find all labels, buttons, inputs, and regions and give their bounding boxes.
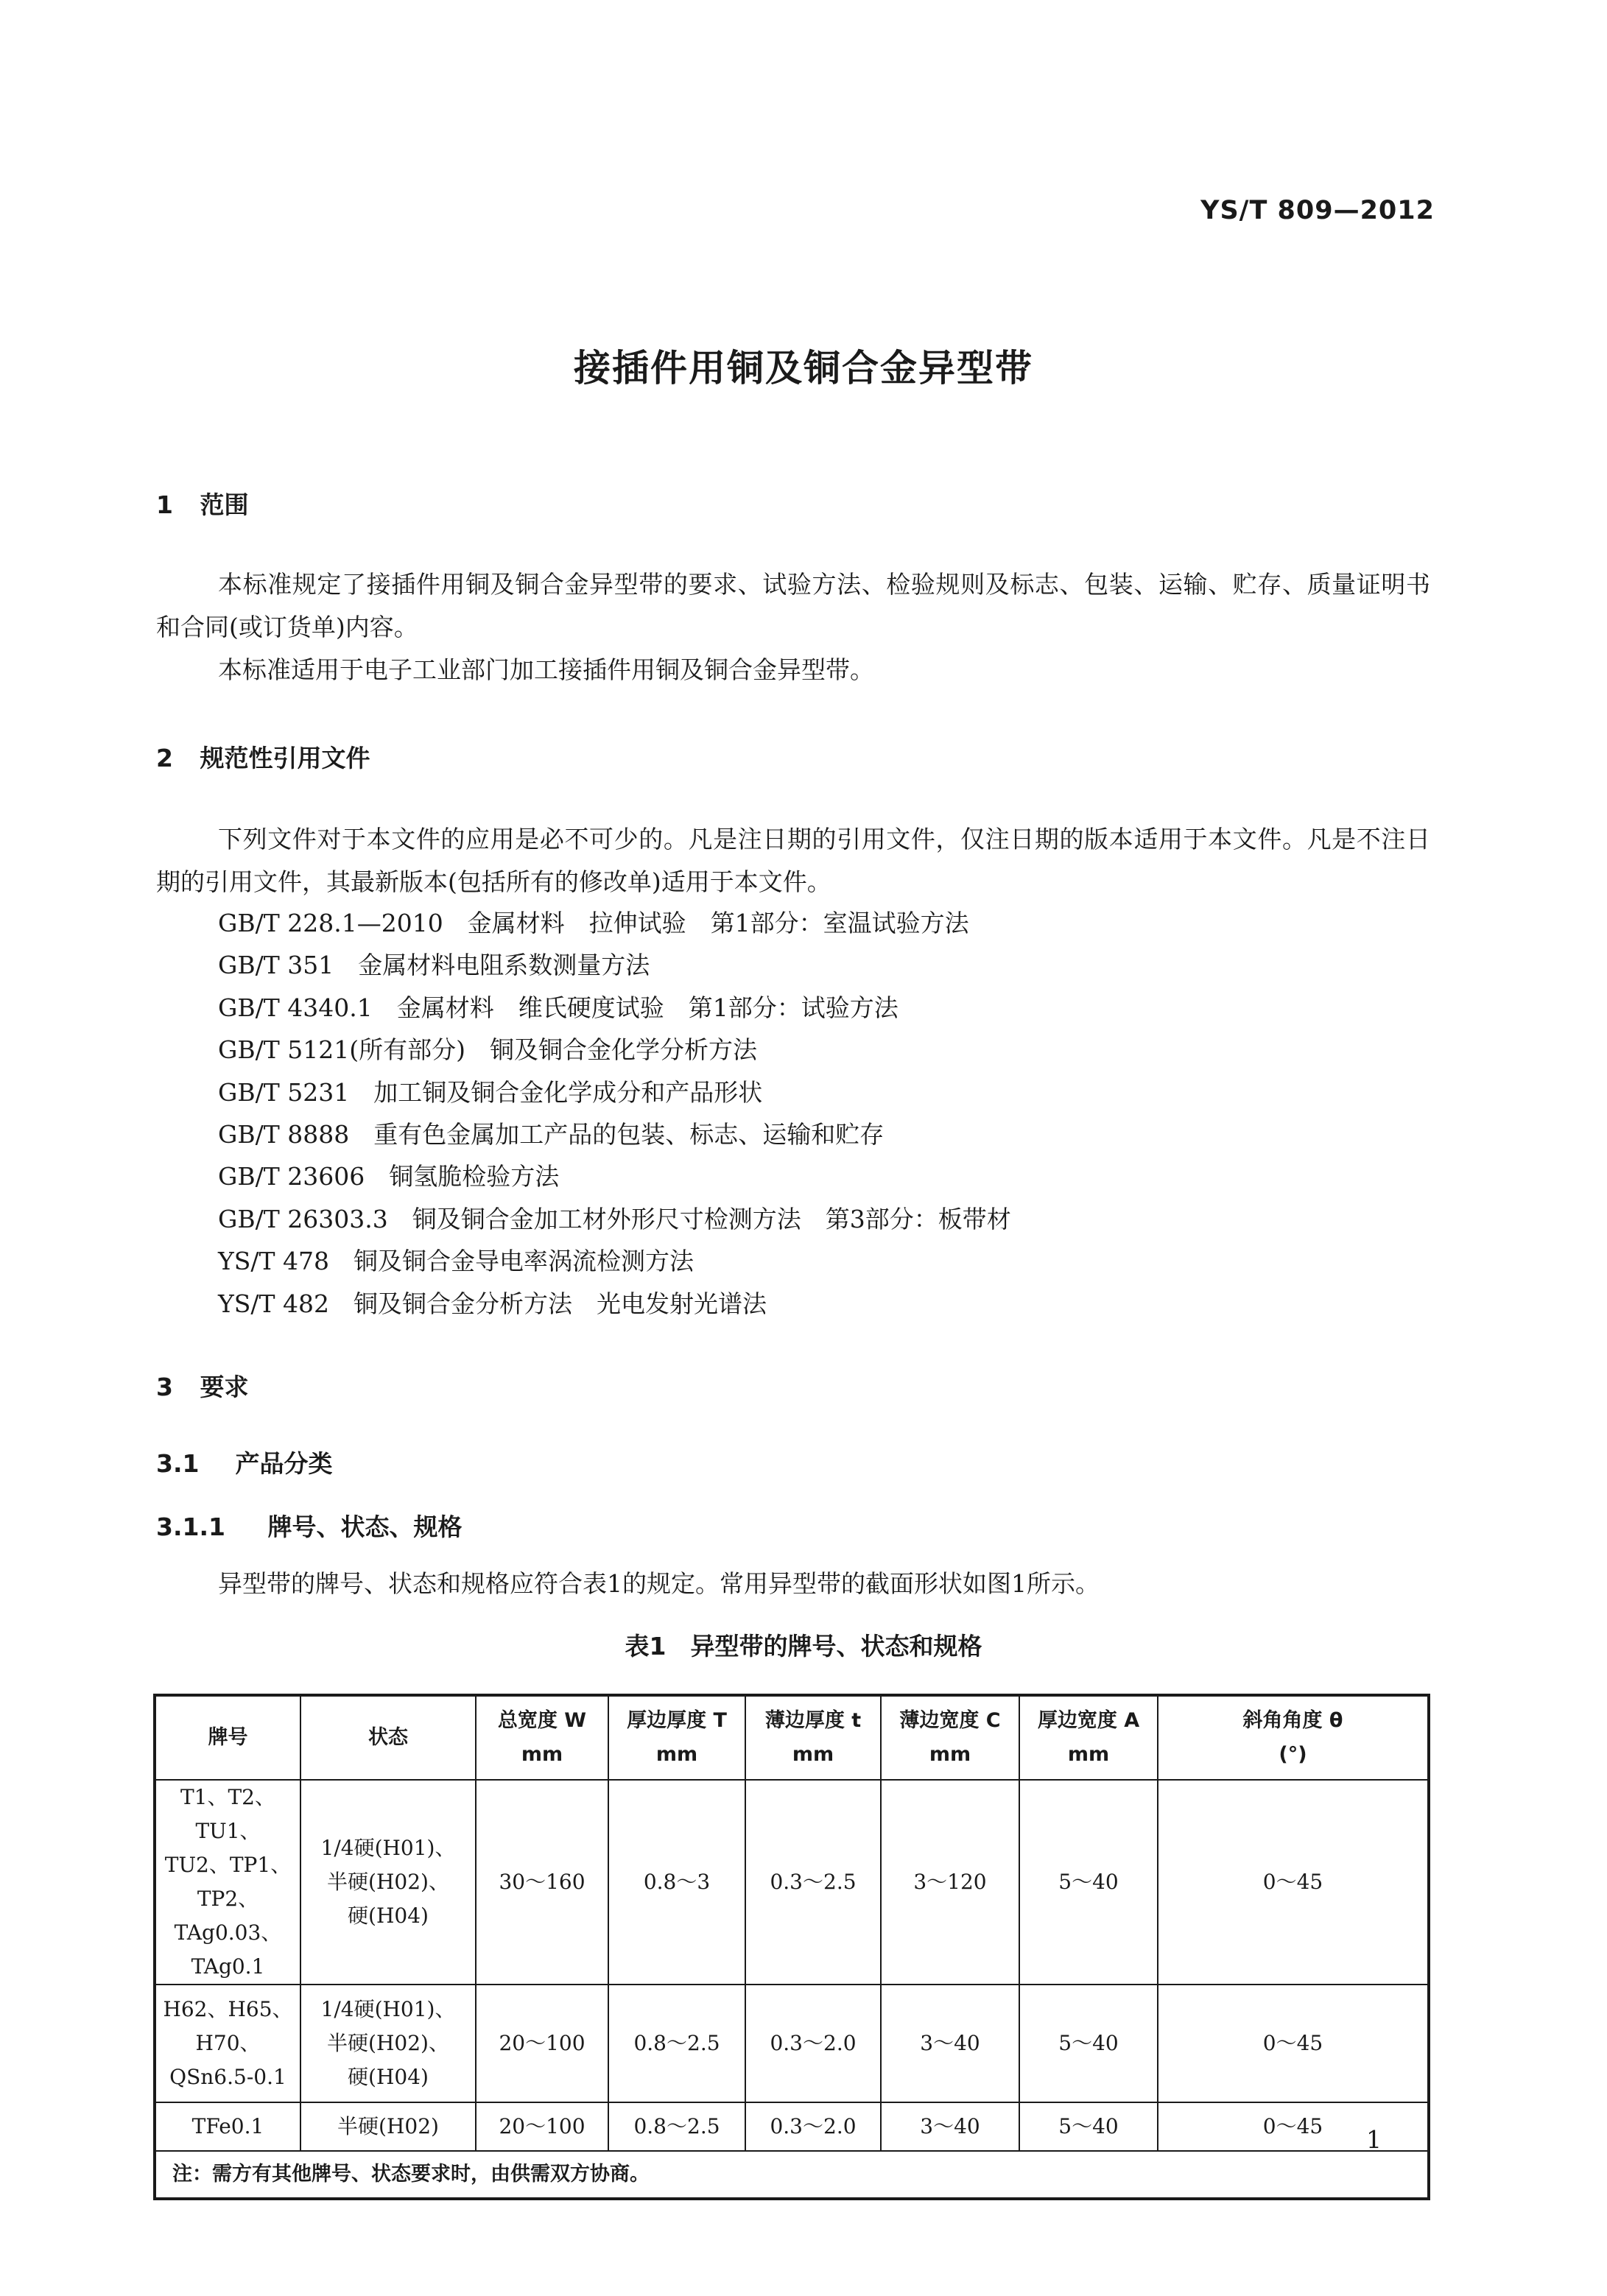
reference-item: GB/T 351 金属材料电阻系数测量方法 [218, 951, 650, 980]
section-title: 要求 [200, 1373, 249, 1401]
reference-item: GB/T 5231 加工铜及铜合金化学成分和产品形状 [218, 1077, 763, 1107]
cell-thick-edge-width: 5～40 [1019, 1780, 1158, 1985]
table-note-row [155, 2151, 1429, 2199]
section-title: 范围 [200, 490, 249, 519]
section-title: 规范性引用文件 [200, 744, 370, 772]
cell-temper [300, 1985, 476, 2102]
spec-table [153, 1694, 1430, 2200]
header-thick-edge-thickness [608, 1695, 745, 1780]
header-thick-edge-width [1019, 1695, 1158, 1780]
reference-item: GB/T 23606 铜氢脆检验方法 [218, 1162, 560, 1191]
table-row [155, 2102, 1429, 2151]
cell-line: 半硬(H02)、 [327, 2031, 449, 2055]
table-note: 注：需方有其他牌号、状态要求时，由供需双方协商。 [155, 2151, 1429, 2199]
header-total-width [476, 1695, 608, 1780]
cell-total-width: 30～160 [476, 1780, 608, 1985]
cell-line: 1/4硬(H01)、 [320, 1836, 456, 1860]
section-2-heading [156, 739, 370, 774]
cell-line: 半硬(H02) [337, 2114, 439, 2138]
cell-grade [155, 2102, 300, 2151]
cell-bevel-angle: 0～45 [1158, 2102, 1429, 2151]
reference-item: GB/T 4340.1 金属材料 维氏硬度试验 第1部分：试验方法 [218, 993, 899, 1022]
cell-thin-edge-width: 3～40 [881, 1985, 1019, 2102]
cell-line: 半硬(H02)、 [327, 1870, 449, 1894]
cell-thin-edge-width: 3～120 [881, 1780, 1019, 1985]
header-bevel-angle [1158, 1695, 1429, 1780]
cell-line: 硬(H04) [348, 2065, 429, 2089]
standard-code: YS/T 809—2012 [1200, 196, 1435, 225]
table-header-row [155, 1695, 1429, 1780]
reference-item: GB/T 228.1—2010 金属材料 拉伸试验 第1部分：室温试验方法 [218, 909, 969, 937]
section-number: 3.1.1 [156, 1513, 225, 1541]
header-unit: mm [929, 1743, 971, 1766]
section-1-body [156, 563, 1430, 691]
header-unit: mm [1067, 1743, 1110, 1766]
header-thin-edge-thickness [745, 1695, 881, 1780]
cell-grade [155, 1780, 300, 1985]
header-grade [155, 1695, 300, 1780]
cell-thin-edge-thickness: 0.3～2.0 [745, 2102, 881, 2151]
cell-temper [300, 2102, 476, 2151]
header-unit: mm [655, 1743, 698, 1766]
section-number: 2 [156, 744, 173, 772]
header-label: 状态 [368, 1726, 408, 1749]
cell-line: 1/4硬(H01)、 [320, 1997, 456, 2021]
section-number: 3.1 [156, 1449, 200, 1478]
reference-item: YS/T 478 铜及铜合金导电率涡流检测方法 [218, 1247, 694, 1276]
cell-total-width: 20～100 [476, 1985, 608, 2102]
paragraph: 本标准适用于电子工业部门加工接插件用铜及铜合金异型带。 [218, 655, 874, 684]
document-title: 接插件用铜及铜合金异型带 [574, 347, 1033, 390]
cell-line: H62、H65、H70、 [163, 1997, 293, 2055]
table-row [155, 1780, 1429, 1985]
cell-thick-edge-width: 5～40 [1019, 2102, 1158, 2151]
cell-thin-edge-thickness: 0.3～2.0 [745, 1985, 881, 2102]
cell-line: QSn6.5-0.1 [169, 2065, 286, 2089]
header-thin-edge-width [881, 1695, 1019, 1780]
cell-line: T1、T2、TU1、 [180, 1785, 275, 1843]
header-unit: mm [792, 1743, 834, 1766]
section-3-1-1-heading [156, 1508, 463, 1543]
cell-total-width: 20～100 [476, 2102, 608, 2151]
section-2-intro [156, 818, 1430, 904]
header-label: 薄边宽度 C [899, 1709, 1001, 1732]
cell-line: TU2、TP1、TP2、 [164, 1853, 292, 1911]
cell-thick-edge-thickness: 0.8～2.5 [608, 2102, 745, 2151]
cell-temper [300, 1780, 476, 1985]
section-1-heading [156, 486, 249, 521]
table-caption: 表1 异型带的牌号、状态和规格 [625, 1632, 982, 1661]
paragraph: 下列文件对于本文件的应用是必不可少的。凡是注日期的引用文件，仅注日期的版本适用于本文件。凡是不注日期的引用文件，其最新版本(包括所有的修改单)适用于本文件。 [156, 825, 1430, 896]
reference-item: GB/T 26303.3 铜及铜合金加工材外形尺寸检测方法 第3部分：板带材 [218, 1204, 1011, 1233]
header-label: 厚边宽度 A [1037, 1709, 1140, 1732]
cell-thick-edge-thickness: 0.8～2.5 [608, 1985, 745, 2102]
table-row [155, 1985, 1429, 2102]
section-3-1-heading [156, 1445, 333, 1479]
page-number: 1 [1366, 2125, 1382, 2154]
section-3-heading [156, 1368, 249, 1403]
cell-bevel-angle: 0～45 [1158, 1780, 1429, 1985]
header-label: 斜角角度 θ [1242, 1709, 1343, 1732]
header-label: 厚边厚度 T [627, 1709, 727, 1732]
cell-grade [155, 1985, 300, 2102]
reference-item: GB/T 5121(所有部分) 铜及铜合金化学分析方法 [218, 1035, 757, 1065]
section-number: 1 [156, 490, 173, 519]
section-title: 产品分类 [235, 1449, 333, 1478]
cell-thick-edge-thickness: 0.8～3 [608, 1780, 745, 1985]
paragraph: 本标准规定了接插件用铜及铜合金异型带的要求、试验方法、检验规则及标志、包装、运输、贮存、质量证明书和合同(或订货单)内容。 [156, 570, 1430, 641]
reference-item: YS/T 482 铜及铜合金分析方法 光电发射光谱法 [218, 1289, 767, 1318]
header-label: 总宽度 W [497, 1709, 587, 1732]
section-3-1-1-body [156, 1563, 1430, 1605]
header-label: 薄边厚度 t [764, 1709, 862, 1732]
reference-list [218, 902, 1011, 1325]
header-unit: mm [521, 1743, 563, 1766]
header-label: 牌号 [208, 1726, 248, 1749]
cell-thick-edge-width: 5～40 [1019, 1985, 1158, 2102]
cell-bevel-angle: 0～45 [1158, 1985, 1429, 2102]
section-title: 牌号、状态、规格 [267, 1513, 463, 1541]
cell-thin-edge-width: 3～40 [881, 2102, 1019, 2151]
cell-thin-edge-thickness: 0.3～2.5 [745, 1780, 881, 1985]
header-unit: (°) [1279, 1743, 1307, 1766]
cell-line: TAg0.03、TAg0.1 [174, 1920, 282, 1979]
reference-item: GB/T 8888 重有色金属加工产品的包装、标志、运输和贮存 [218, 1120, 885, 1149]
cell-line: 硬(H04) [348, 1904, 429, 1928]
header-temper [300, 1695, 476, 1780]
section-number: 3 [156, 1373, 173, 1401]
paragraph: 异型带的牌号、状态和规格应符合表1的规定。常用异型带的截面形状如图1所示。 [218, 1569, 1100, 1598]
cell-line: TFe0.1 [191, 2114, 264, 2138]
